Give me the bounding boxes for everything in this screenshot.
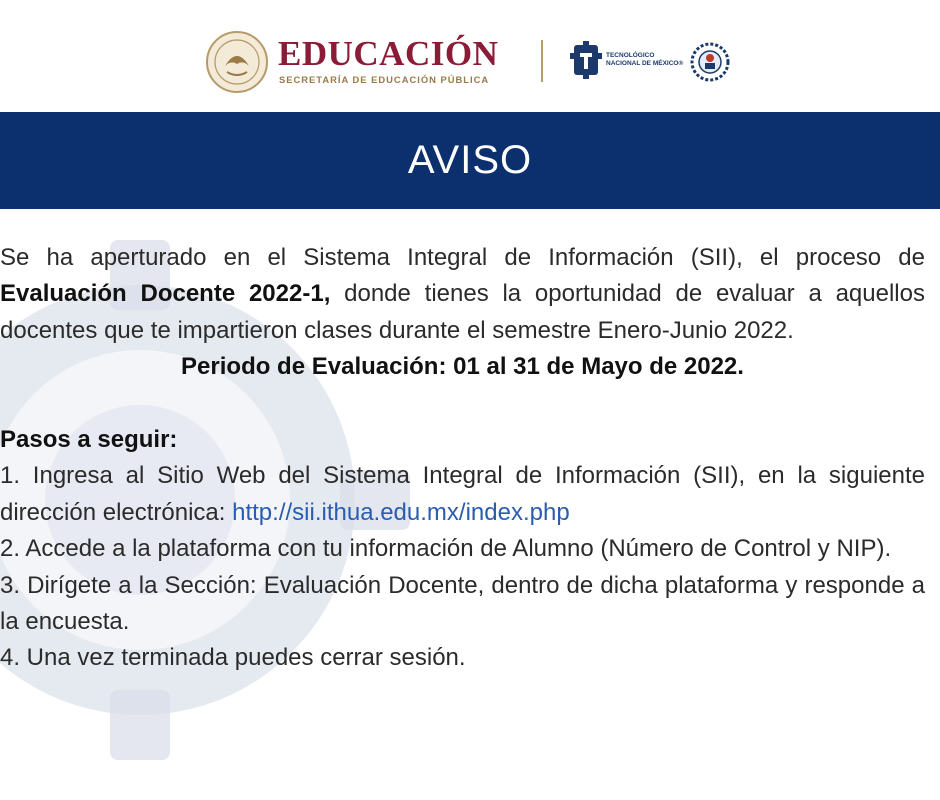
header	[0, 0, 940, 112]
mexico-seal-icon	[205, 30, 269, 94]
spacer	[0, 386, 925, 422]
tecnm-line2: NACIONAL DE MÉXICO®	[606, 60, 684, 67]
intro-text-before: Se ha aperturado en el Sistema Integral de Información (SII), el proceso de	[0, 244, 925, 271]
notice-body	[0, 240, 925, 677]
step-1	[0, 458, 925, 531]
evaluation-period: Periodo de Evaluación: 01 al 31 de Mayo de 2022.	[181, 353, 744, 381]
tecnm-line1: TECNOLÓGICO	[606, 52, 655, 59]
header-divider	[541, 40, 543, 82]
tecnm-label	[606, 52, 683, 68]
step-1-text: 1. Ingresa al Sitio Web del Sistema Integral de Información (SII), en la siguiente dirección electrónica:	[0, 462, 925, 526]
step-2: 2. Accede a la plataforma con tu información de Alumno (Número de Control y NIP).	[0, 535, 892, 563]
intro-highlight: Evaluación Docente 2022-1,	[0, 280, 331, 308]
step-4: 4. Una vez terminada puedes cerrar sesión.	[0, 644, 466, 672]
intro-text-after: donde tienes la oportunidad de evaluar a aquellos docentes que te impartieron clases durante el semestre Enero-Junio 2022.	[0, 280, 925, 344]
brand-subtitle: SECRETARÍA DE EDUCACIÓN PÚBLICA	[279, 74, 490, 85]
banner-title: AVISO	[407, 138, 533, 182]
intro-paragraph	[0, 240, 925, 349]
brand-title: EDUCACIÓN	[278, 34, 499, 73]
ith-gear-icon	[690, 42, 730, 82]
steps-heading: Pasos a seguir:	[0, 426, 178, 454]
tecnm-gear-icon	[570, 41, 602, 79]
step-3: 3. Dirígete a la Sección: Evaluación Docente, dentro de dicha plataforma y responde a la encuesta.	[0, 571, 925, 636]
sii-link[interactable]: http://sii.ithua.edu.mx/index.php	[232, 498, 570, 526]
